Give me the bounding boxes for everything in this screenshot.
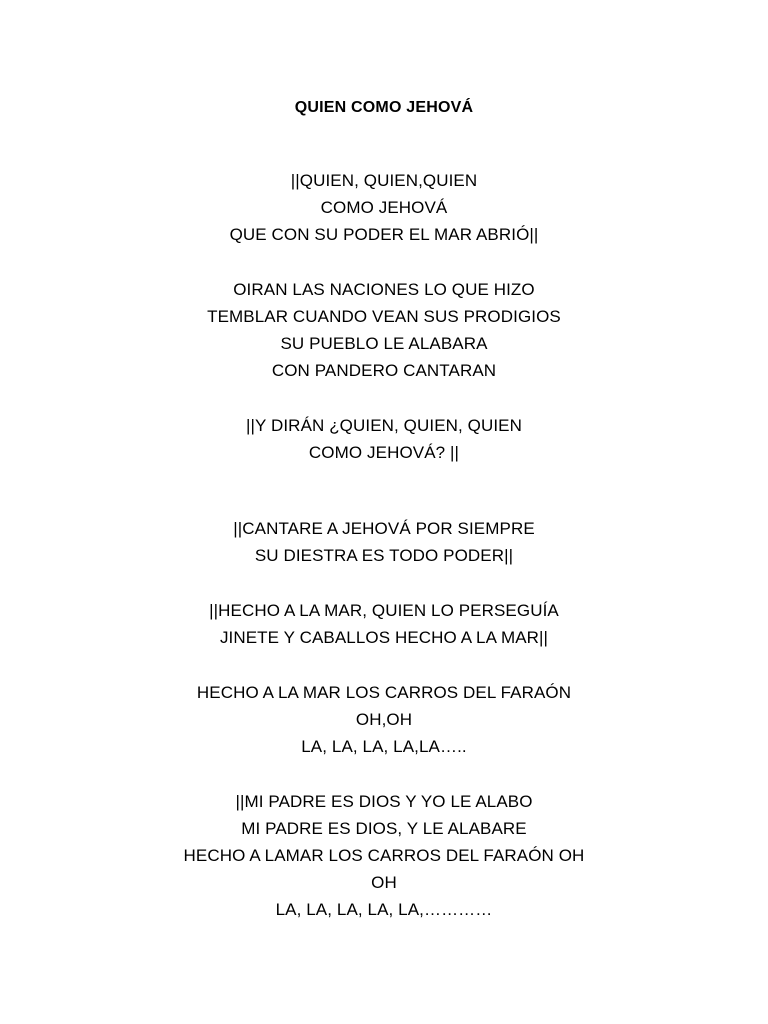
lyric-line: COMO JEHOVÁ? ||	[308, 443, 460, 462]
stanza-5	[0, 597, 768, 651]
lyric-line: ||QUIEN, QUIEN,QUIEN	[290, 171, 478, 190]
lyric-line: TEMBLAR CUANDO VEAN SUS PRODIGIOS	[207, 307, 561, 326]
lyric-line: JINETE Y CABALLOS HECHO A LA MAR||	[219, 628, 549, 647]
page-title: QUIEN COMO JEHOVÁ	[294, 99, 474, 116]
lyric-line: LA, LA, LA, LA, LA,…………	[275, 900, 493, 919]
stanza-3	[0, 412, 768, 466]
lyric-line: HECHO A LA MAR LOS CARROS DEL FARAÓN	[196, 683, 572, 702]
lyric-line: ||Y DIRÁN ¿QUIEN, QUIEN, QUIEN	[246, 416, 522, 435]
stanza-7	[0, 788, 768, 923]
lyric-line: ||HECHO A LA MAR, QUIEN LO PERSEGUÍA	[209, 601, 559, 620]
lyric-line: SU PUEBLO LE ALABARA	[280, 334, 488, 353]
stanza-1	[0, 167, 768, 248]
lyric-line: QUE CON SU PODER EL MAR ABRIÓ||	[229, 225, 539, 244]
stanza-6	[0, 679, 768, 760]
lyric-line: SU DIESTRA ES TODO PODER||	[254, 546, 514, 565]
lyric-line: OIRAN LAS NACIONES LO QUE HIZO	[233, 280, 535, 299]
stanza-4	[0, 515, 768, 569]
lyric-line: LA, LA, LA, LA,LA…..	[301, 737, 467, 756]
stanza-2	[0, 276, 768, 384]
lyric-line: OH,OH	[355, 710, 413, 729]
lyric-line: CON PANDERO CANTARAN	[271, 361, 497, 380]
lyric-line: COMO JEHOVÁ	[320, 198, 448, 217]
lyric-line: ||CANTARE A JEHOVÁ POR SIEMPRE	[233, 519, 535, 538]
lyric-line: OH	[371, 873, 397, 892]
lyric-line: MI PADRE ES DIOS, Y LE ALABARE	[241, 819, 527, 838]
lyric-line: ||MI PADRE ES DIOS Y YO LE ALABO	[235, 792, 533, 811]
lyric-line: HECHO A LAMAR LOS CARROS DEL FARAÓN OH	[183, 846, 585, 865]
